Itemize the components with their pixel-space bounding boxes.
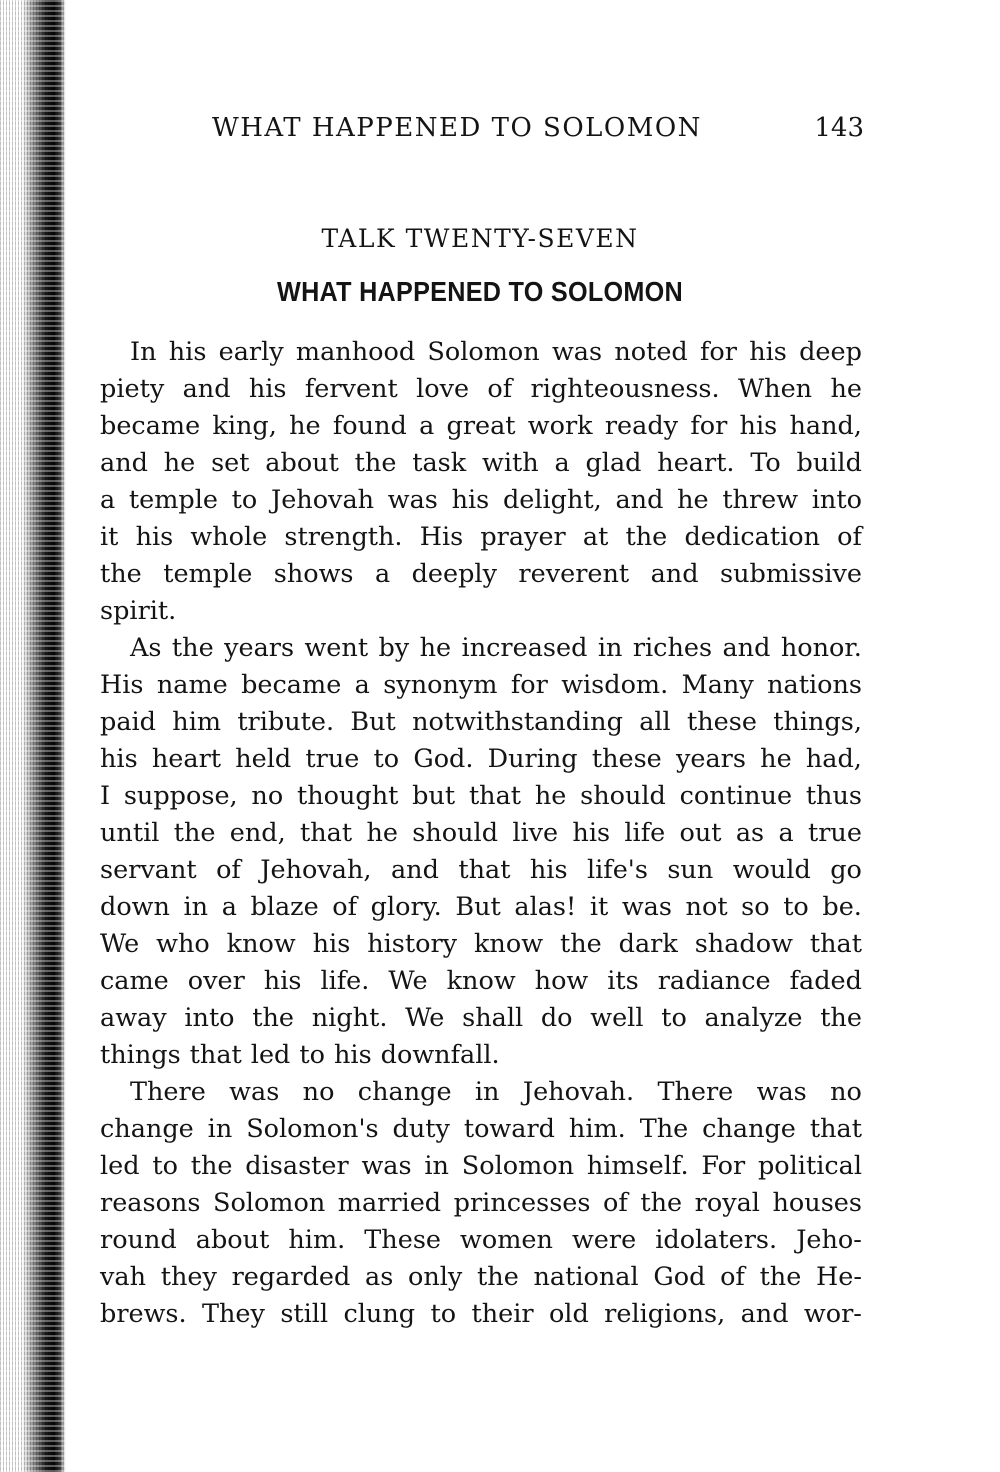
word: of [837, 522, 862, 552]
word: was [621, 892, 672, 922]
word: his [248, 374, 287, 404]
word: in [424, 1151, 449, 1181]
word: he [677, 485, 709, 515]
text-line [100, 482, 862, 519]
body-text [100, 334, 862, 1333]
word: so [741, 892, 770, 922]
word: know [446, 966, 516, 996]
word: things, [773, 707, 862, 737]
word: in [597, 633, 623, 663]
word: as [735, 818, 765, 848]
word: were [571, 1225, 637, 1255]
word: The [639, 1114, 689, 1144]
word: not [685, 892, 728, 922]
word: strength. [284, 522, 403, 552]
word: To [750, 448, 781, 478]
word: notwithstanding [412, 707, 623, 737]
word: and [390, 855, 439, 885]
text-line [100, 593, 862, 630]
word: history [367, 929, 458, 959]
word: be. [822, 892, 862, 922]
word: and [100, 448, 148, 478]
word: prayer [480, 522, 566, 552]
word: synonym [383, 670, 498, 700]
word: went [304, 633, 369, 663]
word: led [250, 1040, 291, 1070]
word: But [350, 707, 396, 737]
word: he [419, 633, 452, 663]
paragraph [100, 630, 862, 1074]
text-line [100, 852, 862, 889]
word: life. [320, 966, 370, 996]
word: as [365, 1262, 394, 1292]
text-line [100, 334, 862, 371]
word: to [661, 1003, 687, 1033]
word: suppose, [123, 781, 238, 811]
word: by [378, 633, 410, 663]
word: whole [190, 522, 268, 552]
text-line [100, 704, 862, 741]
word: a [554, 448, 570, 478]
word: into [811, 485, 862, 515]
word: these [686, 707, 757, 737]
word: the [190, 1151, 233, 1181]
word: should [412, 818, 499, 848]
word: his [263, 966, 302, 996]
word: and [722, 633, 771, 663]
word: Solomon [212, 1188, 326, 1218]
word: his [572, 818, 611, 848]
word: religions, [604, 1299, 726, 1329]
word: he [830, 374, 862, 404]
running-head-title: WHAT HAPPENED TO SOLOMON [212, 113, 702, 143]
paragraph [100, 334, 862, 630]
word: it [589, 892, 609, 922]
word: righteousness. [530, 374, 720, 404]
word: a [354, 670, 370, 700]
word: a [419, 411, 435, 441]
text-line [100, 667, 862, 704]
word: was [361, 1151, 412, 1181]
word: houses [772, 1188, 862, 1218]
word: wor- [803, 1299, 862, 1329]
word: at [582, 522, 609, 552]
word: to [299, 1040, 325, 1070]
word: do [540, 1003, 573, 1033]
word: had, [805, 744, 862, 774]
word: night. [311, 1003, 388, 1033]
word: for [699, 337, 737, 367]
word: him. [288, 1225, 346, 1255]
word: fervent [304, 374, 398, 404]
word: task [412, 448, 467, 478]
word: their [471, 1299, 534, 1329]
word: about [265, 448, 339, 478]
word: was [229, 1077, 280, 1107]
word: piety [100, 374, 165, 404]
word: led [100, 1151, 140, 1181]
word: radiance [657, 966, 771, 996]
word: his [749, 337, 787, 367]
word: Jehovah, [260, 855, 372, 885]
word: in [183, 892, 209, 922]
word: about [195, 1225, 270, 1255]
word: women [460, 1225, 553, 1255]
text-line [100, 630, 862, 667]
word: Jehovah. [522, 1077, 635, 1107]
word: reasons [100, 1188, 201, 1218]
word: vah [100, 1262, 147, 1292]
word: idolaters. [655, 1225, 778, 1255]
word: he [163, 448, 196, 478]
word: in [207, 1114, 233, 1144]
word: faded [789, 966, 862, 996]
word: Solomon [427, 337, 540, 367]
page-number: 143 [814, 113, 864, 143]
word: As [130, 633, 162, 663]
word: paid [100, 707, 157, 737]
word: the [354, 448, 397, 478]
word: national [533, 1262, 639, 1292]
word: thought [296, 781, 399, 811]
text-line [100, 556, 862, 593]
word: of [332, 892, 358, 922]
word: disaster [245, 1151, 349, 1181]
word: years [224, 633, 295, 663]
word: in [474, 1077, 500, 1107]
word: became [241, 670, 342, 700]
word: he [366, 818, 398, 848]
word: thus [805, 781, 862, 811]
text-line [100, 1074, 862, 1111]
paragraph [100, 1074, 862, 1333]
word: change [100, 1114, 194, 1144]
word: We [388, 966, 428, 996]
word: delight, [502, 485, 602, 515]
word: shall [462, 1003, 524, 1033]
word: was [756, 1077, 807, 1107]
word: all [639, 707, 671, 737]
word: shadow [694, 929, 793, 959]
word: no [302, 1077, 335, 1107]
word: work [527, 411, 593, 441]
text-line [100, 741, 862, 778]
word: know [473, 929, 544, 959]
word: princesses [453, 1188, 591, 1218]
word: I [100, 781, 111, 811]
chapter-title: WHAT HAPPENED TO SOLOMON [277, 276, 683, 307]
page-gutter-shadow [0, 0, 66, 1472]
word: When [737, 374, 813, 404]
word: riches [632, 633, 713, 663]
word: change [357, 1077, 452, 1107]
word: We [405, 1003, 445, 1033]
word: servant [100, 855, 197, 885]
word: down [100, 892, 170, 922]
word: During [487, 744, 578, 774]
word: life's [586, 855, 648, 885]
word: of [603, 1188, 628, 1218]
word: years [675, 744, 746, 774]
word: until [100, 818, 160, 848]
word: would [732, 855, 811, 885]
word: held [235, 744, 292, 774]
word: But [455, 892, 501, 922]
word: a [374, 559, 391, 589]
word: they [160, 1262, 217, 1292]
text-line [100, 963, 862, 1000]
word: the [252, 1003, 295, 1033]
word: its [607, 966, 639, 996]
text-line [100, 1222, 862, 1259]
word: There [130, 1077, 206, 1107]
word: still [280, 1299, 329, 1329]
word: of [720, 1262, 745, 1292]
word: himself. [586, 1151, 689, 1181]
word: and [740, 1299, 789, 1329]
word: who [156, 929, 210, 959]
word: alas! [514, 892, 577, 922]
word: to [152, 1151, 178, 1181]
word: regarded [231, 1262, 351, 1292]
text-line [100, 1296, 862, 1333]
word: the [559, 929, 602, 959]
word: the [640, 1188, 683, 1218]
word: There [657, 1077, 734, 1107]
word: the [820, 1003, 862, 1033]
word: into [184, 1003, 235, 1033]
word: glory. [370, 892, 442, 922]
word: continue [679, 781, 793, 811]
text-line [100, 519, 862, 556]
word: Many [681, 670, 754, 700]
word: For [701, 1151, 746, 1181]
word: he [760, 744, 792, 774]
word: brews. [100, 1299, 187, 1329]
text-line [100, 1185, 862, 1222]
text-line [100, 1111, 862, 1148]
running-head [212, 113, 864, 153]
word: that [189, 1040, 242, 1070]
word: that [300, 818, 353, 848]
text-line [100, 778, 862, 815]
talk-label: TALK TWENTY-SEVEN [321, 224, 639, 253]
word: his [135, 522, 174, 552]
word: over [187, 966, 245, 996]
text-line [100, 1259, 862, 1296]
word: a [778, 818, 794, 848]
word: of [487, 374, 513, 404]
word: sun [667, 855, 714, 885]
word: know [226, 929, 296, 959]
word: and [615, 485, 664, 515]
word: great [446, 411, 516, 441]
word: God. [413, 744, 474, 774]
word: out [679, 818, 722, 848]
word: for [510, 670, 548, 700]
word: threw [722, 485, 799, 515]
word: dedication [684, 522, 820, 552]
word: things [100, 1040, 181, 1070]
word: glad [585, 448, 642, 478]
word: temple [128, 485, 218, 515]
word: these [591, 744, 662, 774]
word: We [100, 929, 140, 959]
word: no [251, 781, 284, 811]
word: Jehovah [270, 485, 375, 515]
word: old [548, 1299, 589, 1329]
word: ready [604, 411, 679, 441]
word: but [412, 781, 456, 811]
word: the [173, 818, 216, 848]
word: that [468, 781, 522, 811]
word: hand, [789, 411, 862, 441]
word: dark [618, 929, 678, 959]
word: increased [461, 633, 588, 663]
word: a [100, 485, 116, 515]
word: tribute. [237, 707, 335, 737]
word: that [458, 855, 511, 885]
word: his [529, 855, 568, 885]
word: the [171, 633, 214, 663]
word: became [100, 411, 201, 441]
word: true [807, 818, 862, 848]
word: his [100, 744, 138, 774]
word: His [419, 522, 464, 552]
word: was [387, 485, 438, 515]
word: downfall. [380, 1040, 500, 1070]
text-line [100, 889, 862, 926]
word: true [305, 744, 360, 774]
word: king, [212, 411, 277, 441]
word: blaze [250, 892, 319, 922]
word: a [221, 892, 237, 922]
word: life [624, 818, 666, 848]
text-line [100, 408, 862, 445]
word: no [830, 1077, 862, 1107]
word: away [100, 1003, 167, 1033]
word: live [512, 818, 559, 848]
word: to [430, 1299, 457, 1329]
word: temple [163, 559, 253, 589]
word: married [337, 1188, 442, 1218]
word: toward [463, 1114, 555, 1144]
word: heart [151, 744, 222, 774]
word: reverent [518, 559, 630, 589]
word: wisdom. [561, 670, 669, 700]
word: analyze [704, 1003, 803, 1033]
word: His [100, 670, 144, 700]
word: his [333, 1040, 372, 1070]
word: honor. [780, 633, 862, 663]
word: to [783, 892, 809, 922]
word: of [216, 855, 241, 885]
word: These [364, 1225, 441, 1255]
word: manhood [295, 337, 416, 367]
word: he [534, 781, 567, 811]
text-line [100, 1037, 862, 1074]
word: well [590, 1003, 644, 1033]
word: shows [273, 559, 354, 589]
word: clung [343, 1299, 416, 1329]
word: how [534, 966, 589, 996]
word: and [650, 559, 699, 589]
word: his [312, 929, 351, 959]
word: deep [799, 337, 862, 367]
word: noted [614, 337, 688, 367]
word: that [809, 1114, 862, 1144]
text-line [100, 1148, 862, 1185]
word: his [451, 485, 490, 515]
word: was [551, 337, 603, 367]
word: nations [767, 670, 862, 700]
word: him [172, 707, 222, 737]
word: the [477, 1262, 519, 1292]
word: He- [816, 1262, 862, 1292]
word: to [231, 485, 258, 515]
word: the [759, 1262, 802, 1292]
word: go [830, 855, 862, 885]
word: came [100, 966, 169, 996]
word: early [218, 337, 284, 367]
text-line [100, 371, 862, 408]
word: round [100, 1225, 177, 1255]
word: In [130, 337, 157, 367]
word: heart. [657, 448, 735, 478]
word: that [809, 929, 862, 959]
word: it [100, 522, 119, 552]
word: and [182, 374, 231, 404]
word: They [202, 1299, 265, 1329]
word: spirit. [100, 596, 177, 626]
word: he [289, 411, 321, 441]
text-line [100, 926, 862, 963]
word: the [625, 522, 668, 552]
word: him. [568, 1114, 626, 1144]
word: Solomon [461, 1151, 575, 1181]
word: build [796, 448, 862, 478]
word: the [100, 559, 142, 589]
word: God [653, 1262, 706, 1292]
word: for [690, 411, 728, 441]
word: change [702, 1114, 796, 1144]
text-line [100, 445, 862, 482]
word: only [408, 1262, 463, 1292]
word: love [416, 374, 470, 404]
word: found [332, 411, 407, 441]
word: duty [392, 1114, 450, 1144]
word: royal [694, 1188, 760, 1218]
word: political [757, 1151, 862, 1181]
word: name [156, 670, 228, 700]
text-line [100, 1000, 862, 1037]
word: Solomon's [246, 1114, 379, 1144]
word: his [168, 337, 207, 367]
word: to [373, 744, 400, 774]
text-line [100, 815, 862, 852]
word: submissive [719, 559, 862, 589]
word: Jeho- [796, 1225, 862, 1255]
word: should [580, 781, 666, 811]
word: with [482, 448, 539, 478]
word: deeply [411, 559, 497, 589]
word: end, [229, 818, 286, 848]
word: set [211, 448, 250, 478]
word: his [739, 411, 778, 441]
